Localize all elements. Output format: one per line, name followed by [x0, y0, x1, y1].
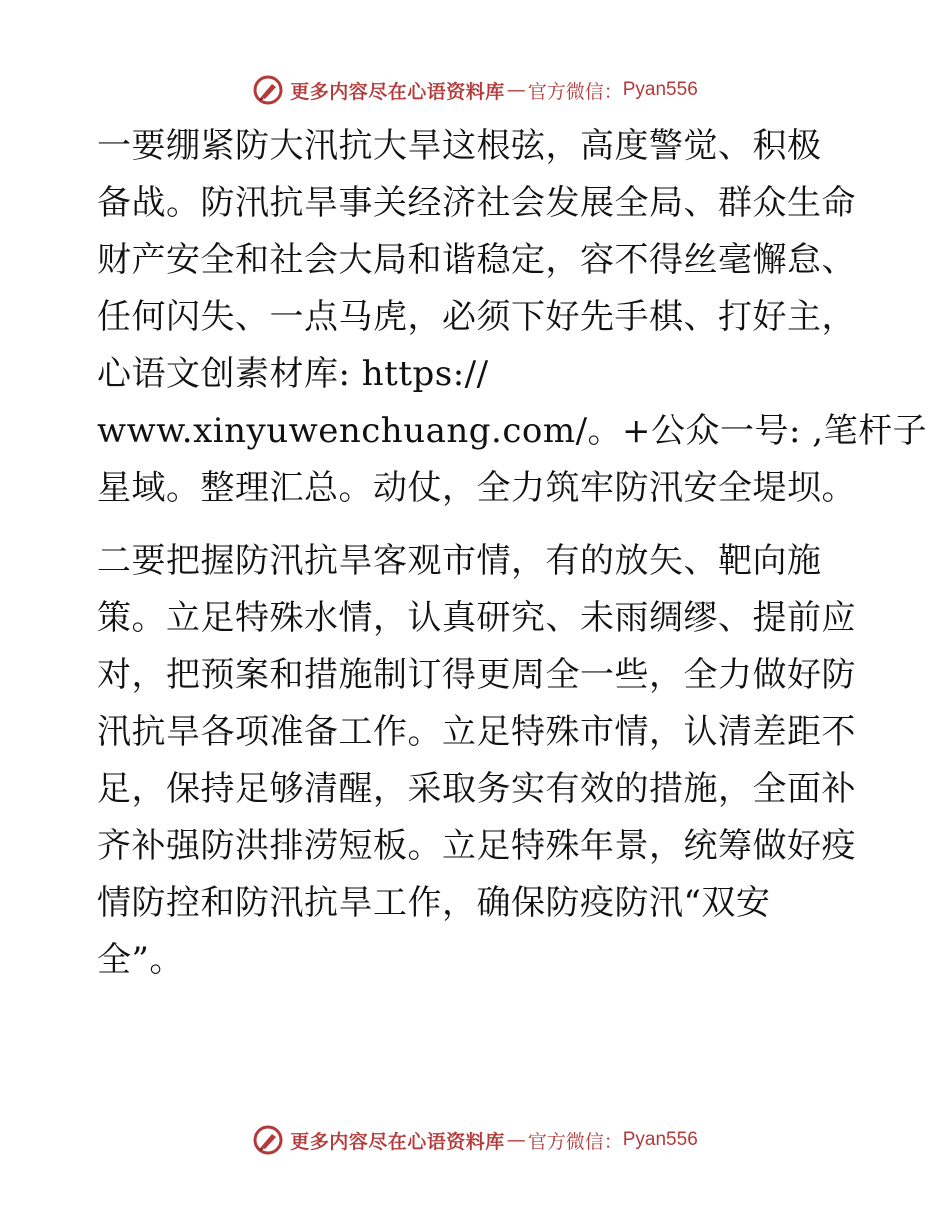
footer-wechat-id: Pyan556	[622, 1129, 698, 1150]
header-wechat-label: 官方微信：	[527, 80, 623, 103]
header-wechat-id: Pyan556	[622, 79, 698, 100]
header-banner	[0, 72, 950, 108]
paragraph-line: 备战。防汛抗旱事关经济社会发展全局、群众生命	[97, 183, 856, 223]
header-brand-text: 更多内容尽在心语资料库	[290, 80, 505, 103]
header-dash: —	[506, 79, 526, 101]
footer-brand-text: 更多内容尽在心语资料库	[290, 1130, 505, 1153]
footer-dash: —	[506, 1129, 526, 1151]
paragraph-line: 策。立足特殊水情，认真研究、未雨绸缪、提前应	[97, 598, 856, 638]
paragraph-line: 一要绷紧防大汛抗大旱这根弦，高度警觉、积极	[97, 126, 822, 166]
paragraph-line: 任何闪失、一点马虎，必须下好先手棋、打好主，	[97, 297, 856, 337]
paragraph-line: 二要把握防汛抗旱客观市情，有的放矢、靶向施	[97, 541, 822, 581]
paragraph-line: 心语文创素材库: https://	[97, 354, 489, 394]
paragraph-1	[97, 118, 928, 517]
paragraph-line: 对，把预案和措施制订得更周全一些，全力做好防	[97, 655, 856, 695]
paragraph-line: www.xinyuwenchuang.com/。+公众一号: ,笔杆子	[97, 411, 928, 451]
paragraph-line: 情防控和防汛抗旱工作，确保防疫防汛“双安	[97, 883, 771, 923]
paragraph-2	[97, 533, 857, 989]
paragraph-line: 财产安全和社会大局和谐稳定，容不得丝毫懈怠、	[97, 240, 856, 280]
document-body	[97, 118, 928, 1005]
footer-banner	[0, 1122, 950, 1158]
paragraph-line: 全”。	[97, 940, 184, 980]
paragraph-line: 星域。整理汇总。动仗，全力筑牢防汛安全堤坝。	[97, 468, 856, 508]
paragraph-line: 齐补强防洪排涝短板。立足特殊年景，统筹做好疫	[97, 826, 856, 866]
pen-logo-icon	[252, 1124, 284, 1156]
paragraph-line: 足，保持足够清醒，采取务实有效的措施，全面补	[97, 769, 856, 809]
footer-wechat-label: 官方微信：	[527, 1130, 623, 1153]
pen-logo-icon	[252, 74, 284, 106]
paragraph-line: 汛抗旱各项准备工作。立足特殊市情，认清差距不	[97, 712, 856, 752]
